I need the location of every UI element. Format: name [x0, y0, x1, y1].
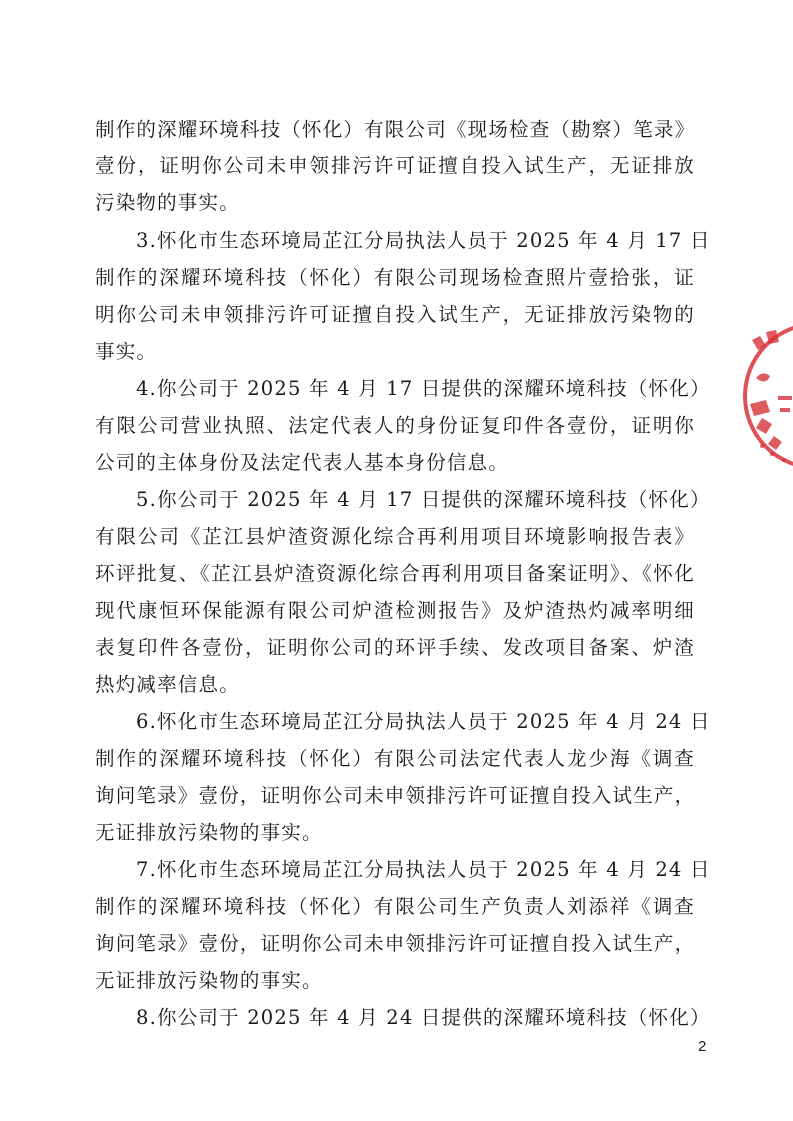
- text-line: 制作的深耀环境科技（怀化）有限公司现场检查照片壹拾张，证: [95, 266, 695, 289]
- text-line: 4.你公司于 2025 年 4 月 17 日提供的深耀环境科技（怀化）: [136, 377, 711, 400]
- text-line: 有限公司营业执照、法定代表人的身份证复印件各壹份，证明你: [95, 414, 695, 437]
- text-line: 事实。: [95, 340, 158, 363]
- text-line: 3.怀化市生态环境局芷江分局执法人员于 2025 年 4 月 17 日: [136, 229, 711, 252]
- text-line: 明你公司未申领排污许可证擅自投入试生产，无证排放污染物的: [95, 303, 695, 326]
- text-line: 壹份，证明你公司未申领排污许可证擅自投入试生产，无证排放: [95, 154, 695, 177]
- text-line: 无证排放污染物的事实。: [95, 821, 323, 844]
- text-line: 5.你公司于 2025 年 4 月 17 日提供的深耀环境科技（怀化）: [136, 488, 711, 511]
- text-line: 公司的主体身份及法定代表人基本身份信息。: [95, 451, 510, 474]
- text-line: 热灼减率信息。: [95, 673, 240, 696]
- text-line: 有限公司《芷江县炉渣资源化综合再利用项目环境影响报告表》: [95, 525, 695, 548]
- text-line: 8.你公司于 2025 年 4 月 24 日提供的深耀环境科技（怀化）: [136, 1006, 711, 1029]
- text-line: 污染物的事实。: [95, 191, 240, 214]
- text-line: 询问笔录》壹份，证明你公司未申领排污许可证擅自投入试生产，: [95, 932, 696, 955]
- text-line: 7.怀化市生态环境局芷江分局执法人员于 2025 年 4 月 24 日: [136, 858, 711, 881]
- text-line: 制作的深耀环境科技（怀化）有限公司法定代表人龙少海《调查: [95, 747, 695, 770]
- text-line: 无证排放污染物的事实。: [95, 969, 323, 992]
- official-seal-icon: [722, 318, 793, 478]
- text-line: 制作的深耀环境科技（怀化）有限公司生产负责人刘添祥《调查: [95, 895, 695, 918]
- text-line: 表复印件各壹份，证明你公司的环评手续、发改项目备案、炉渣: [95, 636, 695, 659]
- text-line: 6.怀化市生态环境局芷江分局执法人员于 2025 年 4 月 24 日: [136, 710, 711, 733]
- text-line: 制作的深耀环境科技（怀化）有限公司《现场检查（勘察）笔录》: [95, 118, 696, 141]
- text-line: 现代康恒环保能源有限公司炉渣检测报告》及炉渣热灼减率明细: [95, 599, 695, 622]
- page-number: 2: [698, 1038, 707, 1055]
- text-line: 环评批复、《芷江县炉渣资源化综合再利用项目备案证明》、《怀化: [95, 562, 695, 585]
- text-line: 询问笔录》壹份，证明你公司未申领排污许可证擅自投入试生产，: [95, 784, 696, 807]
